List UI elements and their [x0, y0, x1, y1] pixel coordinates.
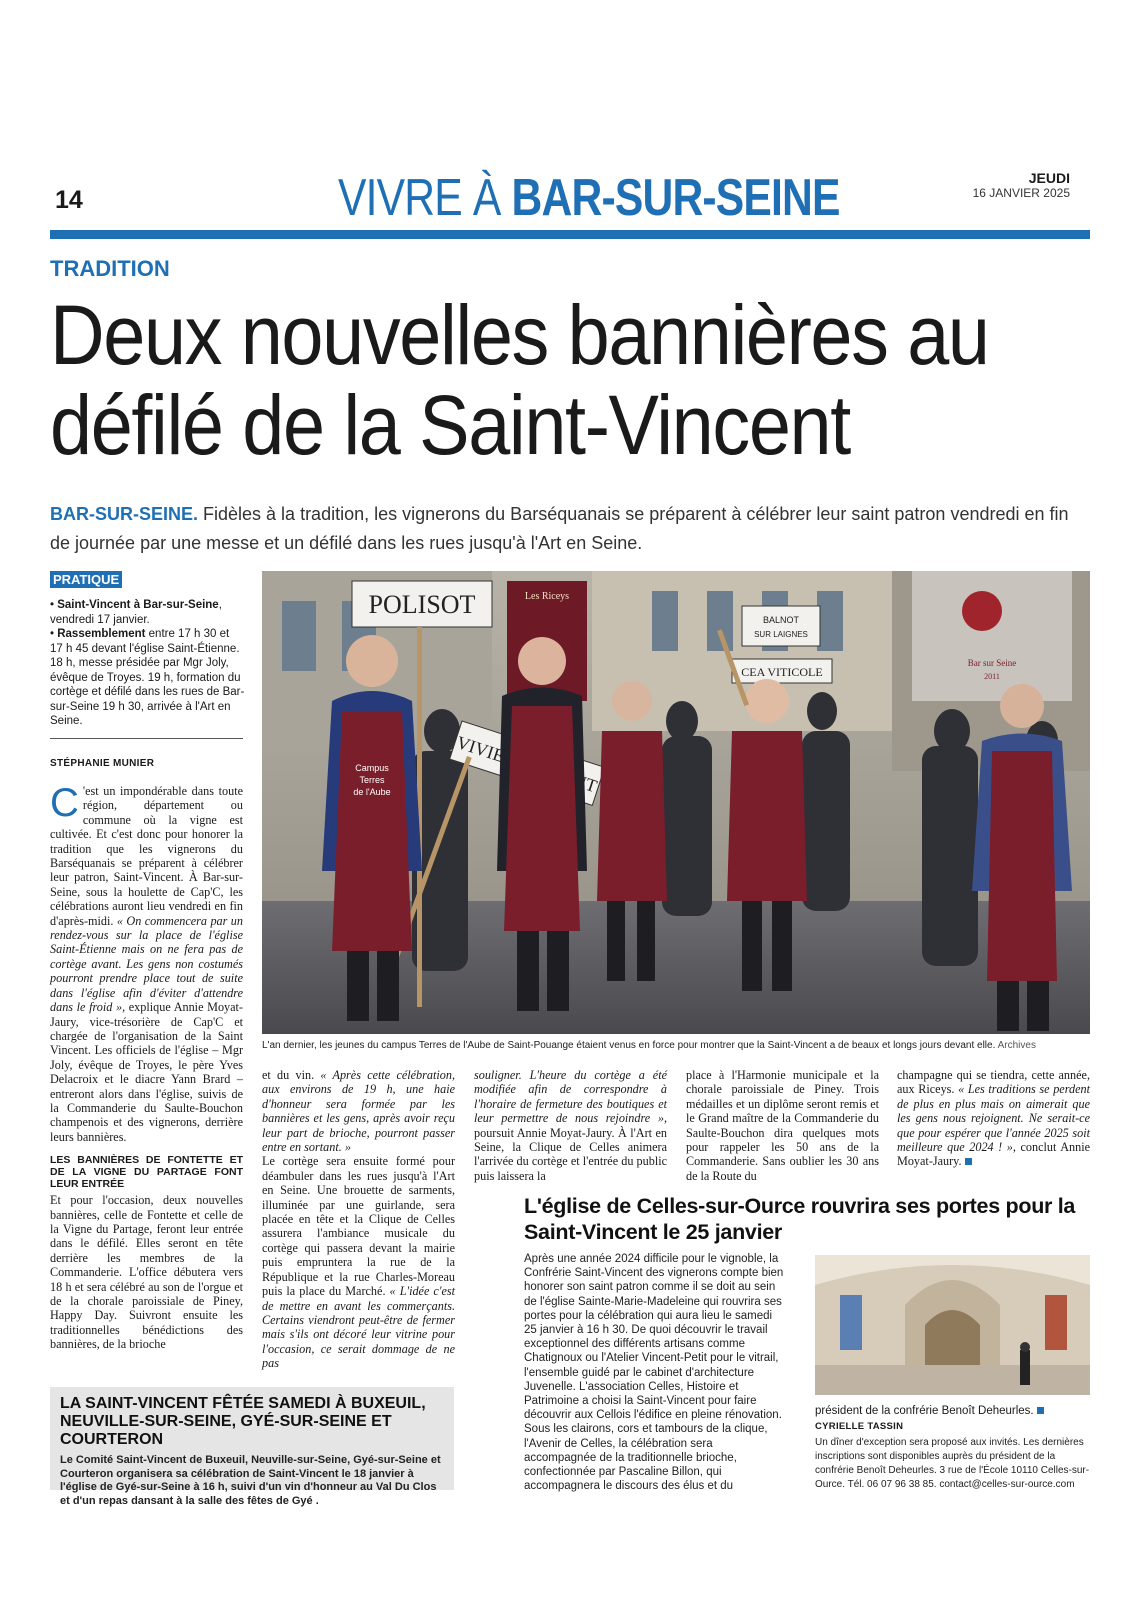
section-rubric	[338, 168, 840, 228]
lead-text: Fidèles à la tradition, les vignerons du Barséquanais se préparent à célébrer leur saint patron vendredi en fin de journée par une messe et un défilé dans les rues jusqu'à l'Art en Seine.	[50, 504, 1069, 553]
drop-cap: C	[50, 781, 79, 825]
body-text: et du vin.	[262, 1068, 321, 1082]
main-photo	[262, 571, 1090, 1034]
body-text: , explique Annie Moyat-Jaury, vice-trésorière de Cap'C et chargée de l'organisation de la Saint Vincent. Les officiels de l'église – Mgr Joly, évêque de Troyes, le père Yves Delacroix et le diacre Yann Brard – entreront alors dans l'église, suivis de la Commanderie du Saulte-Bouchon champenois et des vignerons, derrière leurs bannières.	[50, 1000, 243, 1144]
body-text: place à l'Harmonie municipale et la chorale paroissiale de Piney. Trois médailles et un diplôme seront remis et le Grand maître de la Commanderie du Saulte-Bouchon dira quelques mots pour rappeler les 50 ans de la Commanderie. Sans oublier les 30 ans de la Route du	[686, 1068, 879, 1183]
quote: « On commencera par un rendez-vous sur la place de l'église Saint-Étienne mais on ne fera pas de cortège avant. Les gens non costumés pourront prendre place tout de suite dans l'église afin d'éviter d'attendre dans le froid »	[50, 913, 243, 1015]
quote: « Après cette célébration, aux environs de 19 h, une haie d'honneur sera formée par les bannières et les gens, après avoir reçu leur part de brioche, pourront passer entre en sortant. »	[262, 1068, 455, 1155]
caption-credit: Archives	[995, 1040, 1036, 1051]
intertitle: LES BANNIÈRES DE FONTETTE ET DE LA VIGNE DU PARTAGE FONT LEUR ENTRÉE	[50, 1154, 243, 1191]
second-article-author: CYRIELLE TASSIN	[815, 1421, 904, 1432]
end-mark	[965, 1158, 972, 1165]
body-column-5	[897, 1068, 1090, 1169]
end-mark	[1037, 1407, 1044, 1414]
body-text: Et pour l'occasion, deux nouvelles bannières, celle de Fontette et celle de la Vigne du Partage, feront leur entrée dans le défilé. Elles seront en tête derrière les membres de la Commanderie. L'office débutera vers 18 h et sera célébré au son de l'orgue et de la chorale paroissiale de Piney, Happy Day. Suivront ensuite les traditionnelles bénédictions des bannières, de la brioche	[50, 1193, 243, 1352]
quote: « L'idée c'est de mettre en avant les commerçants. Certains viendront peut-être de fermer mais s'ils ont décoré leur vitrine pour l'occasion, ce serait dommage de ne pas	[262, 1284, 455, 1371]
second-article-end	[815, 1404, 1090, 1418]
second-article-body: Après une année 2024 difficile pour le vignoble, la Confrérie Saint-Vincent des vignerons compte bien honorer son saint patron comme il se doit au sein de l'église Sainte-Marie-Madeleine qui rouvrira ses portes pour la célébration qui aura lieu le samedi 25 janvier à 16 h 30. De quoi découvrir le travail exceptionnel des différents artisans comme Chatignoux ou l'Atelier Vincent-Petit pour le vitrail, l'ensemble guidé par le cabinet d'architecture Juvenelle. L'association Celles, Histoire et Patrimoine a choisi la Saint-Vincent pour faire découvrir aux Cellois l'édifice en pleine rénovation. Sous les clairons, cors et tambours de la clique, l'Avenir de Celles, la célébration sera accompagnée de la traditionnelle brioche, confectionnée par Pascaline Billon, qui accompagnera le discours des élus et du	[524, 1253, 784, 1493]
body-column-3	[474, 1068, 667, 1183]
body-column-1	[50, 781, 243, 1352]
sidebar-box	[50, 1387, 454, 1507]
lead-place: BAR-SUR-SEINE.	[50, 504, 199, 524]
quote: « Les traditions se perdent de plus en plus mais on aimerait que les gens nous rejoignent. Ne serait-ce que pour espérer que l'année 2025 soit meilleure que 2024 ! »	[897, 1082, 1090, 1155]
cea-sign: CEA VITICOLE	[741, 665, 823, 679]
caption-text: L'an dernier, les jeunes du campus Terres de l'Aube de Saint-Pouange étaient venus en force pour montrer que la Saint-Vincent a de beaux et longs jours devant elle.	[262, 1040, 996, 1051]
bar-banner: Bar sur Seine	[967, 658, 1017, 668]
body-text: champagne qui se tiendra, cette année, aux Riceys.	[897, 1068, 1090, 1097]
body-text: , conclut Annie Moyat-Jaury.	[897, 1140, 1090, 1169]
rubric-town: BAR-SUR-SEINE	[511, 169, 840, 227]
apron-line-2: Terres	[359, 775, 385, 785]
apron-line-1: Campus	[355, 763, 389, 773]
practical-item-title: Rassemblement	[57, 628, 146, 640]
body-text: 'est un impondérable dans toute région, département ou commune où la vigne est cultivée. Et c'est donc pour honorer la tradition que les vignerons du Barséquanais se préparent à célébrer leur patron, Saint-Vincent. À Bar-sur-Seine, sous la houlette de Cap'C, les célébrations auront lieu vendredi en fin d'après-midi.	[50, 784, 243, 928]
practical-item-title: Saint-Vincent à Bar-sur-Seine	[57, 599, 219, 611]
bar-banner-year: 2011	[984, 672, 1000, 681]
sidebar-title: LA SAINT-VINCENT FÊTÉE SAMEDI À BUXEUIL, NEUVILLE-SUR-SEINE, GYÉ-SUR-SEINE ET COURTERON	[60, 1395, 426, 1448]
practical-divider	[50, 738, 243, 739]
article-headline: Deux nouvelles bannières au défilé de la Saint-Vincent	[50, 288, 989, 472]
issue-full-date: 16 JANVIER 2025	[972, 186, 1070, 200]
church-photo	[815, 1255, 1090, 1395]
rubric-prefix: VIVRE À	[338, 169, 512, 227]
second-article-end-text: président de la confrérie Benoît Deheurles.	[815, 1405, 1034, 1417]
body-column-4	[686, 1068, 879, 1183]
balnot-sign-2: SUR LAIGNES	[754, 630, 808, 639]
apron-line-3: de l'Aube	[353, 787, 391, 797]
photo-caption	[262, 1040, 1090, 1051]
practical-info	[50, 598, 245, 729]
issue-date	[973, 170, 1070, 200]
article-lead	[50, 500, 1090, 558]
byline: STÉPHANIE MUNIER	[50, 758, 155, 769]
practical-item-text: , vendredi 17 janvier.	[50, 599, 222, 626]
polisot-sign: POLISOT	[368, 590, 476, 619]
practical-label: PRATIQUE	[50, 571, 122, 588]
body-text: Le cortège sera ensuite formé pour déambuler dans les rues jusqu'à l'Art en Seine. Une brouette de sarments, illuminée par une guirlande, sera placée en tête et la Clique de Celles assurera l'ambiance musicale du cortège qui passera devant la mairie puis empruntera la rue de la République et la rue Charles-Moreau puis la place du Marché.	[262, 1154, 455, 1299]
second-article-info: Un dîner d'exception sera proposé aux invités. Les dernières inscriptions sont disponibles auprès du président de la confrérie Benoît Deheurles. 3 rue de l'École 10110 Celles-sur-Ource. Tél. 06 07 96 38 85. contact@celles-sur-ource.com	[815, 1437, 1090, 1490]
practical-item: • Saint-Vincent à Bar-sur-Seine, vendredi 17 janvier.	[50, 599, 222, 626]
second-article-title: L'église de Celles-sur-Ource rouvrira ses portes pour la Saint-Vincent le 25 janvier	[524, 1194, 1076, 1244]
riceys-banner: Les Riceys	[524, 591, 570, 602]
article-kicker: TRADITION	[50, 256, 170, 281]
practical-item: • Rassemblement entre 17 h 30 et 17 h 45 devant l'église Saint-Étienne. 18 h, messe présidée par Mgr Joly, évêque de Troyes. 19 h, formation du cortège et défilé dans les rues de Bar-sur-Seine 19 h 30, arrivée à l'Art en Seine.	[50, 628, 245, 727]
practical-item-text: entre 17 h 30 et 17 h 45 devant l'église Saint-Étienne. 18 h, messe présidée par Mgr Joly, évêque de Troyes. 19 h, formation du cortège et défilé dans les rues de Bar-sur-Seine 19 h 30, arrivée à l'Art en Seine.	[50, 628, 245, 727]
issue-day: JEUDI	[1028, 170, 1070, 186]
page-number: 14	[55, 186, 83, 214]
body-text: , poursuit Annie Moyat-Jaury. À l'Art en Seine, la Clique de Celles animera l'arrivée du cortège et l'entrée du public puis laissera la	[474, 1111, 667, 1183]
balnot-sign-1: BALNOT	[762, 615, 800, 625]
quote: souligner. L'heure du cortège a été modifiée afin de correspondre à l'horaire de fermeture des boutiques et leur permettre de nous rejoindre »	[474, 1068, 667, 1126]
body-column-2	[262, 1068, 455, 1371]
header-rule	[50, 230, 1090, 239]
sidebar-body: Le Comité Saint-Vincent de Buxeuil, Neuville-sur-Seine, Gyé-sur-Seine et Courteron organisera sa célébration de Saint-Vincent le 18 janvier à l'église de Gyé-sur-Seine à 16 h, suivi d'un vin d'honneur au Val Du Clos et d'un repas dansant à la salle des fêtes de Gyé .	[60, 1454, 441, 1507]
